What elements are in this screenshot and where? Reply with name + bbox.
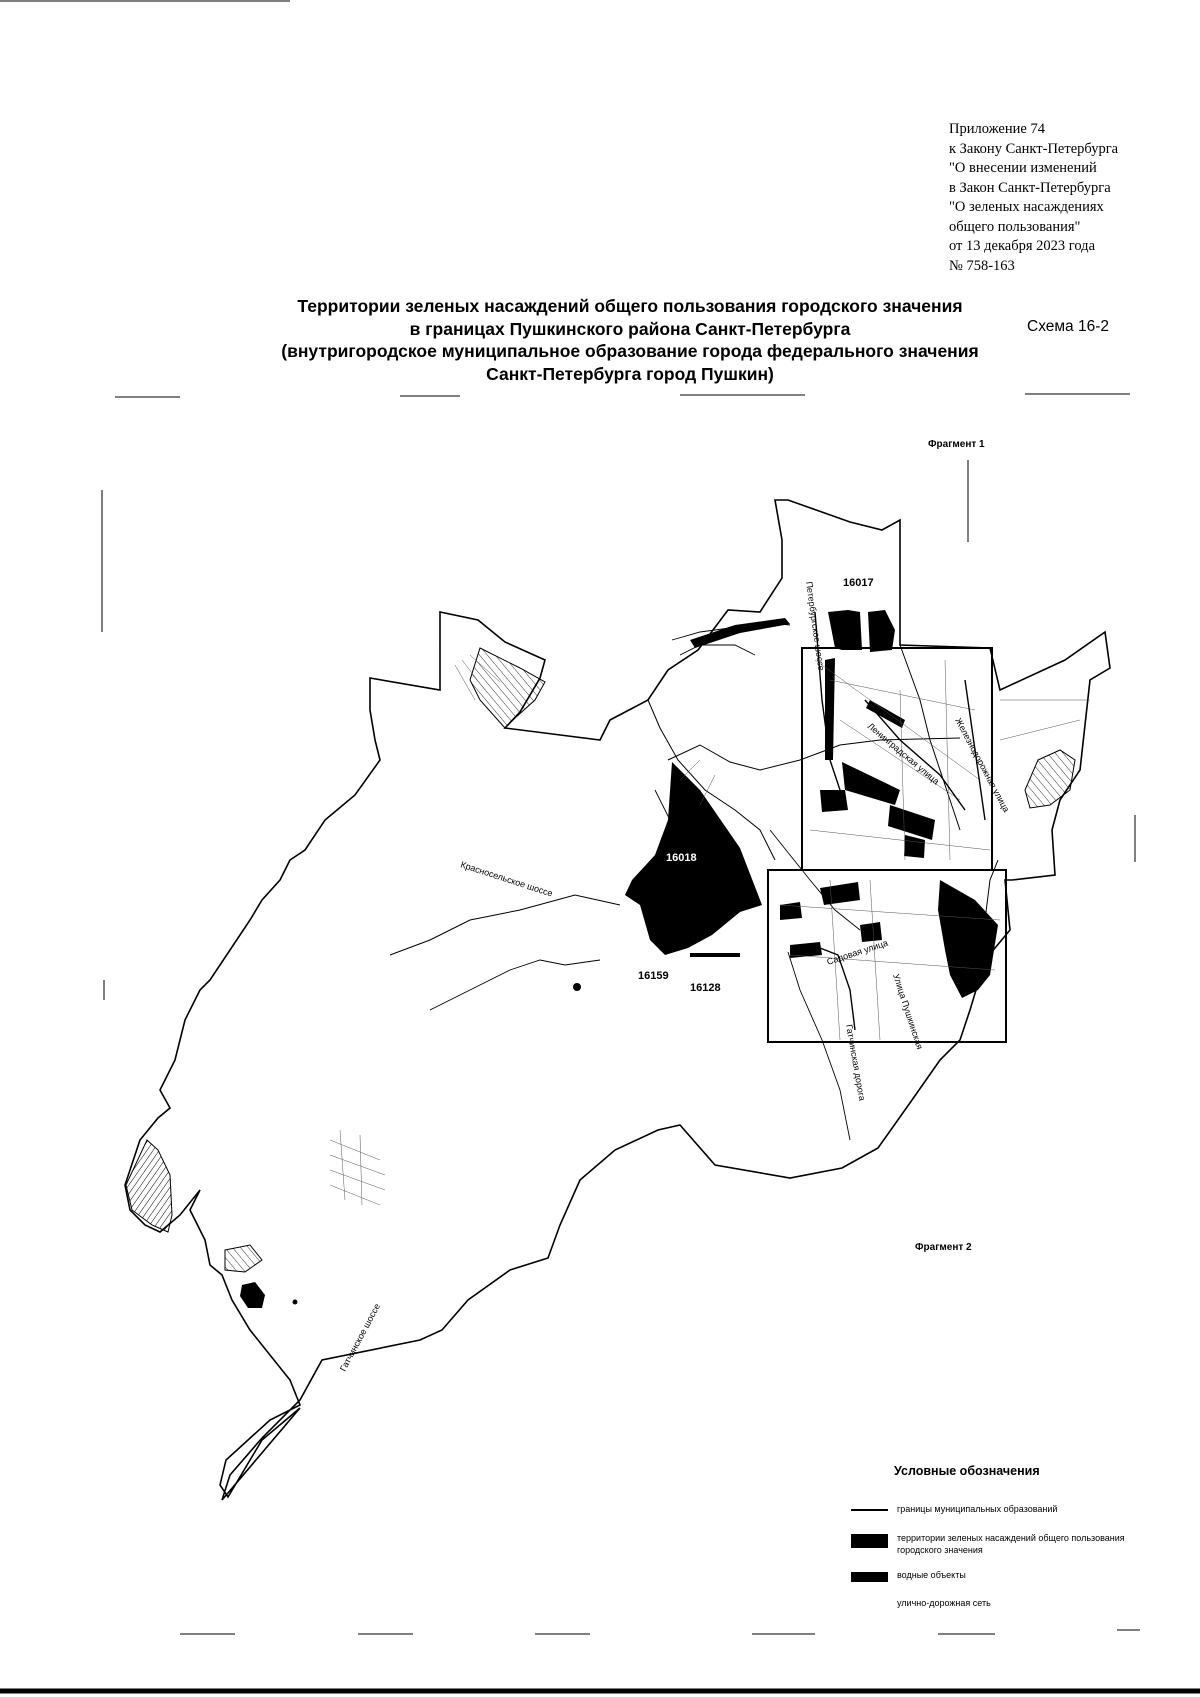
- fragment-labels: [915, 439, 985, 1253]
- legend-label: водные объекты: [897, 1570, 966, 1580]
- annex-line: общего пользования": [949, 218, 1081, 235]
- annex-line: "О внесении изменений: [949, 160, 1097, 176]
- territory-label-16018: 16018: [666, 852, 697, 864]
- annex-line: "О зеленых насаждениях: [949, 199, 1104, 215]
- territory-label-16128: 16128: [690, 982, 721, 994]
- road-label: Улица Пушкинская: [891, 972, 925, 1051]
- road-label: Ленинградская улица: [865, 720, 942, 787]
- legend-label: улично-дорожная сеть: [897, 1598, 991, 1608]
- footer-rules: [0, 1630, 1200, 1691]
- road-label: Петербургское шоссе: [804, 580, 827, 672]
- hatched-areas: [126, 648, 1075, 1272]
- green-area-southwest: [240, 1282, 265, 1308]
- annex-line: № 758-163: [949, 257, 1015, 274]
- legend-label: границы муниципальных образований: [897, 1504, 1058, 1514]
- road-label: Садовая улица: [825, 937, 890, 967]
- annex-line: к Закону Санкт-Петербурга: [949, 140, 1119, 157]
- title-line: (внутригородское муниципальное образование города федерального значения: [281, 341, 979, 361]
- annex-line: от 13 декабря 2023 года: [949, 238, 1095, 254]
- title-line: в границах Пушкинского района Санкт-Петербурга: [409, 318, 851, 339]
- road-label: Гатчинское шоссе: [337, 1301, 383, 1373]
- header-rules: [0, 1, 1130, 397]
- fragment-1-label: Фрагмент 1: [928, 439, 985, 450]
- road-label: Гатчинская дорога: [844, 1023, 868, 1102]
- territory-label-16017: 16017: [843, 577, 874, 589]
- legend-title: Условные обозначения: [894, 1464, 1040, 1478]
- fragment-2-label: Фрагмент 2: [915, 1242, 972, 1253]
- green-area-strip: [690, 953, 740, 957]
- scheme-label: Схема 16-2: [1027, 318, 1109, 335]
- annex-line: Приложение 74: [949, 121, 1045, 137]
- title-line: Территории зеленых насаждений общего пользования городского значения: [297, 296, 963, 316]
- road-label: Красносельское шоссе: [459, 859, 554, 899]
- road-label: Железнодорожная улица: [953, 716, 1012, 814]
- road-labels: [338, 581, 1011, 1373]
- green-area-dot: [573, 983, 581, 991]
- territory-label-16159: 16159: [638, 970, 669, 982]
- annex-line: в Закон Санкт-Петербурга: [949, 179, 1111, 196]
- title-line: Санкт-Петербурга город Пушкин): [486, 363, 774, 384]
- legend-label: территории зеленых насаждений общего пользования городского значения: [897, 1533, 1125, 1555]
- green-area-dot: [293, 1300, 298, 1305]
- water-symbol: [851, 1572, 888, 1582]
- boundary-line-symbol: [851, 1509, 888, 1511]
- green-area-river-strip: [690, 618, 790, 648]
- green-area-south-park: [938, 880, 998, 998]
- green-area-symbol: [851, 1534, 888, 1548]
- district-boundary: [125, 500, 1110, 1500]
- green-area-16017: [828, 610, 895, 652]
